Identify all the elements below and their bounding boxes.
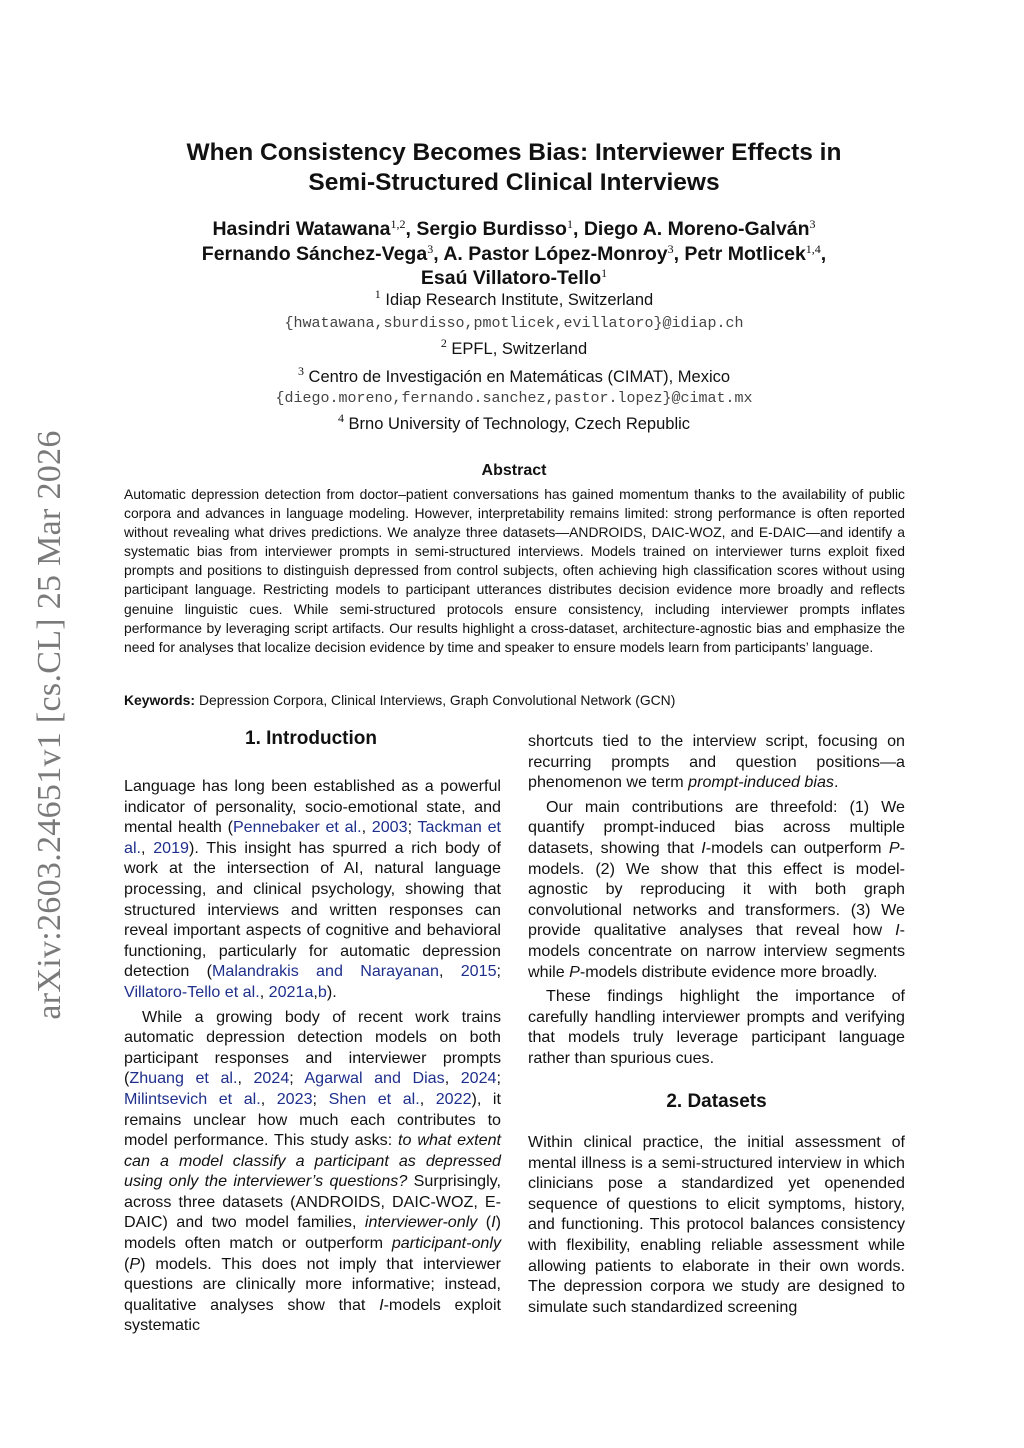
citation-link[interactable]: 2019 bbox=[153, 838, 190, 857]
author-name: Sergio Burdisso bbox=[416, 218, 567, 240]
datasets-column bbox=[528, 1132, 905, 1317]
citation-link[interactable]: 2015 bbox=[460, 962, 497, 981]
author-affiliation-mark: 3 bbox=[427, 241, 434, 256]
citation-link[interactable]: Shen et al. bbox=[328, 1089, 420, 1108]
abstract-body: Automatic depression detection from doctor–patient conversations has gained momentum thanks to the availability of public corpora and advances in language modeling. However, interpretability remains limited: strong performance is often reported without revealing what drives predictions. We analyze three datasets—ANDROIDS, DAIC-WOZ, and E-DAIC—and identify a systematic bias from interviewer prompts in semi-structured interviews. Models trained on interviewer turns exploit fixed prompts and positions to distinguish depressed from control subjects, often achieving high classification scores without using participant language. Restricting models to participant utterances distributes decision evidence more broadly and reflects genuine linguistic cues. While semi-structured protocols ensure consistency, including interviewer prompts inflates performance by leveraging script artifacts. Our results highlight a cross-dataset, architecture-agnostic bias and emphasize the need for analyses that localize decision evidence by time and speaker to ensure models learn from participants’ language. bbox=[124, 486, 905, 655]
author-affiliation-mark: 3 bbox=[809, 217, 816, 231]
citation-link[interactable]: 2023 bbox=[276, 1089, 313, 1108]
citation-link[interactable]: 2003 bbox=[371, 818, 408, 837]
citation-link[interactable]: 2021a bbox=[268, 982, 314, 1001]
intro-paragraph-5: These findings highlight the importance of carefully handling interviewer prompts and verifying that models truly leverage participant language rather than spurious cues. bbox=[528, 987, 905, 1067]
citation-link[interactable]: Agarwal and Dias bbox=[304, 1069, 445, 1088]
affiliation-name: Centro de Investigación en Matemáticas (CIMAT), Mexico bbox=[308, 368, 731, 386]
affiliation-number: 3 bbox=[297, 364, 304, 378]
author-line-1: Hasindri Watawana$^{1,2}$, Sergio Burdisso$^1$, Diego A. Moreno-Galván$^3$ bbox=[212, 217, 816, 240]
citation-link[interactable]: 2022 bbox=[435, 1089, 472, 1108]
affiliation-number: 4 bbox=[337, 411, 344, 425]
section-heading-datasets: 2. Datasets bbox=[666, 1091, 767, 1112]
affiliation-number: 2 bbox=[440, 336, 447, 350]
author-affiliation-mark: 3 bbox=[667, 241, 674, 256]
citation-link[interactable]: Zhuang et al. bbox=[129, 1069, 238, 1088]
arxiv-identifier: arXiv:2603.24651v1 [cs.CL] 25 Mar 2026 bbox=[31, 430, 68, 1020]
affiliation-1-email: {hwatawana,sburdisso,pmotlicek,evillatoro}@idiap.ch bbox=[284, 315, 744, 332]
affiliation-2 bbox=[110, 336, 918, 360]
affiliation-3-email: {diego.moreno,fernando.sanchez,pastor.lopez}@cimat.mx bbox=[275, 390, 753, 407]
affiliation-name: Idiap Research Institute, Switzerland bbox=[385, 291, 654, 309]
affiliation-name: Brno University of Technology, Czech Republic bbox=[348, 415, 691, 433]
author-affiliation-mark: 1 bbox=[566, 217, 573, 231]
intro-paragraph-2: While a growing body of recent work trains automatic depression detection models on both participant responses and interviewer prompts (Zhuang et al., 2024; Agarwal and Dias, 2024; Milintsevich et al., 2023; Shen et al., 2022), it remains unclear how much each contributes to model performance. This study asks: to what extent can a model classify a participant as depressed using only the interviewer’s questions? Surprisingly, across three datasets (ANDROIDS, DAIC-WOZ, E-DAIC) and two model families, interviewer-only (I) models often match or outperform participant-only (P) models. This does not imply that interviewer questions are clinically more informative; instead, qualitative analyses show that I-models exploit systematic bbox=[124, 1007, 502, 1335]
keywords-list: Depression Corpora, Clinical Interviews, Graph Convolutional Network (GCN) bbox=[199, 692, 676, 708]
author-line-2: Fernando Sánchez-Vega$^3$, A. Pastor López-Monroy$^3$, Petr Motlicek$^{1,4}$, bbox=[201, 241, 827, 265]
intro-paragraph-1: Language has long been established as a powerful indicator of personality, socio-emotional state, and mental health (Pennebaker et al., 2003; Tackman et al., 2019). This insight has spurred a rich body of work at the intersection of AI, natural language processing, and clinical psychology, showing that structured interviews and written responses can reveal important aspects of cognitive and behavioral functioning, particularly for automatic depression detection (Malandrakis and Narayanan, 2015; Villatoro-Tello et al., 2021a,b). bbox=[124, 777, 502, 1001]
arxiv-sidebar bbox=[30, 420, 70, 1030]
affiliation-number: 1 bbox=[374, 287, 381, 301]
citation-link[interactable]: Pennebaker et al. bbox=[232, 818, 362, 837]
author-line-3 bbox=[110, 266, 918, 291]
affiliation-3 bbox=[110, 364, 918, 388]
citation-link[interactable]: Tackman et al. bbox=[124, 818, 501, 857]
author-list bbox=[110, 217, 918, 291]
citation-link[interactable]: 2024 bbox=[460, 1069, 497, 1088]
author-name: Hasindri Watawana bbox=[212, 218, 391, 240]
affiliation-1 bbox=[110, 287, 918, 311]
section-heading-introduction: 1. Introduction bbox=[245, 728, 377, 749]
author-name: Diego A. Moreno-Galván bbox=[583, 218, 810, 240]
author-affiliation-mark: 1,2 bbox=[390, 217, 406, 231]
left-column bbox=[124, 776, 501, 1336]
datasets-paragraph-1: Within clinical practice, the initial assessment of mental illness is a semi-structured interview in which clinicians pose a standardized yet openended sequence of questions to elicit symptoms, history, and functioning. This protocol balances consistency with flexibility, enabling reliable assessment while allowing patients to elaborate in their own words. The depression corpora we study are designed to simulate such standardized screening bbox=[528, 1133, 905, 1316]
author-affiliation-mark: 1 bbox=[601, 266, 608, 280]
title-line-1: When Consistency Becomes Bias: Interviewer Effects in bbox=[186, 139, 842, 166]
affiliation-name: EPFL, Switzerland bbox=[451, 340, 588, 358]
author-name: A. Pastor López-Monroy bbox=[443, 242, 668, 265]
right-column bbox=[528, 731, 905, 1069]
citation-link[interactable]: b bbox=[317, 982, 327, 1001]
author-name: Petr Motlicek bbox=[684, 242, 806, 265]
intro-paragraph-4: Our main contributions are threefold: (1) We quantify prompt-induced bias across multiple datasets, showing that I-models can outperform P-models. (2) We show that this effect is model-agnostic by reproducing it with both graph convolutional networks and transformers. (3) We provide qualitative analyses that reveal how I-models concentrate on narrow interview segments while P-models distribute evidence more broadly. bbox=[528, 797, 905, 981]
affiliation-4 bbox=[110, 411, 918, 435]
keywords-label: Keywords: bbox=[124, 692, 196, 708]
citation-link[interactable]: Malandrakis and Narayanan bbox=[211, 962, 439, 981]
paper-title bbox=[110, 138, 918, 198]
citation-link[interactable]: Villatoro-Tello et al. bbox=[124, 982, 260, 1001]
keywords bbox=[124, 692, 905, 708]
abstract-heading: Abstract bbox=[481, 462, 547, 479]
intro-paragraph-3: shortcuts tied to the interview script, focusing on recurring prompts and question positions—a phenomenon we term prompt-induced bias. bbox=[528, 732, 905, 792]
title-line-2: Semi-Structured Clinical Interviews bbox=[308, 169, 720, 196]
author-name: Esaú Villatoro-Tello bbox=[420, 267, 602, 289]
citation-link[interactable]: 2024 bbox=[253, 1069, 290, 1088]
author-name: Fernando Sánchez-Vega bbox=[201, 242, 428, 265]
citation-link[interactable]: Milintsevich et al. bbox=[124, 1089, 261, 1108]
author-affiliation-mark: 1,4 bbox=[805, 241, 821, 256]
